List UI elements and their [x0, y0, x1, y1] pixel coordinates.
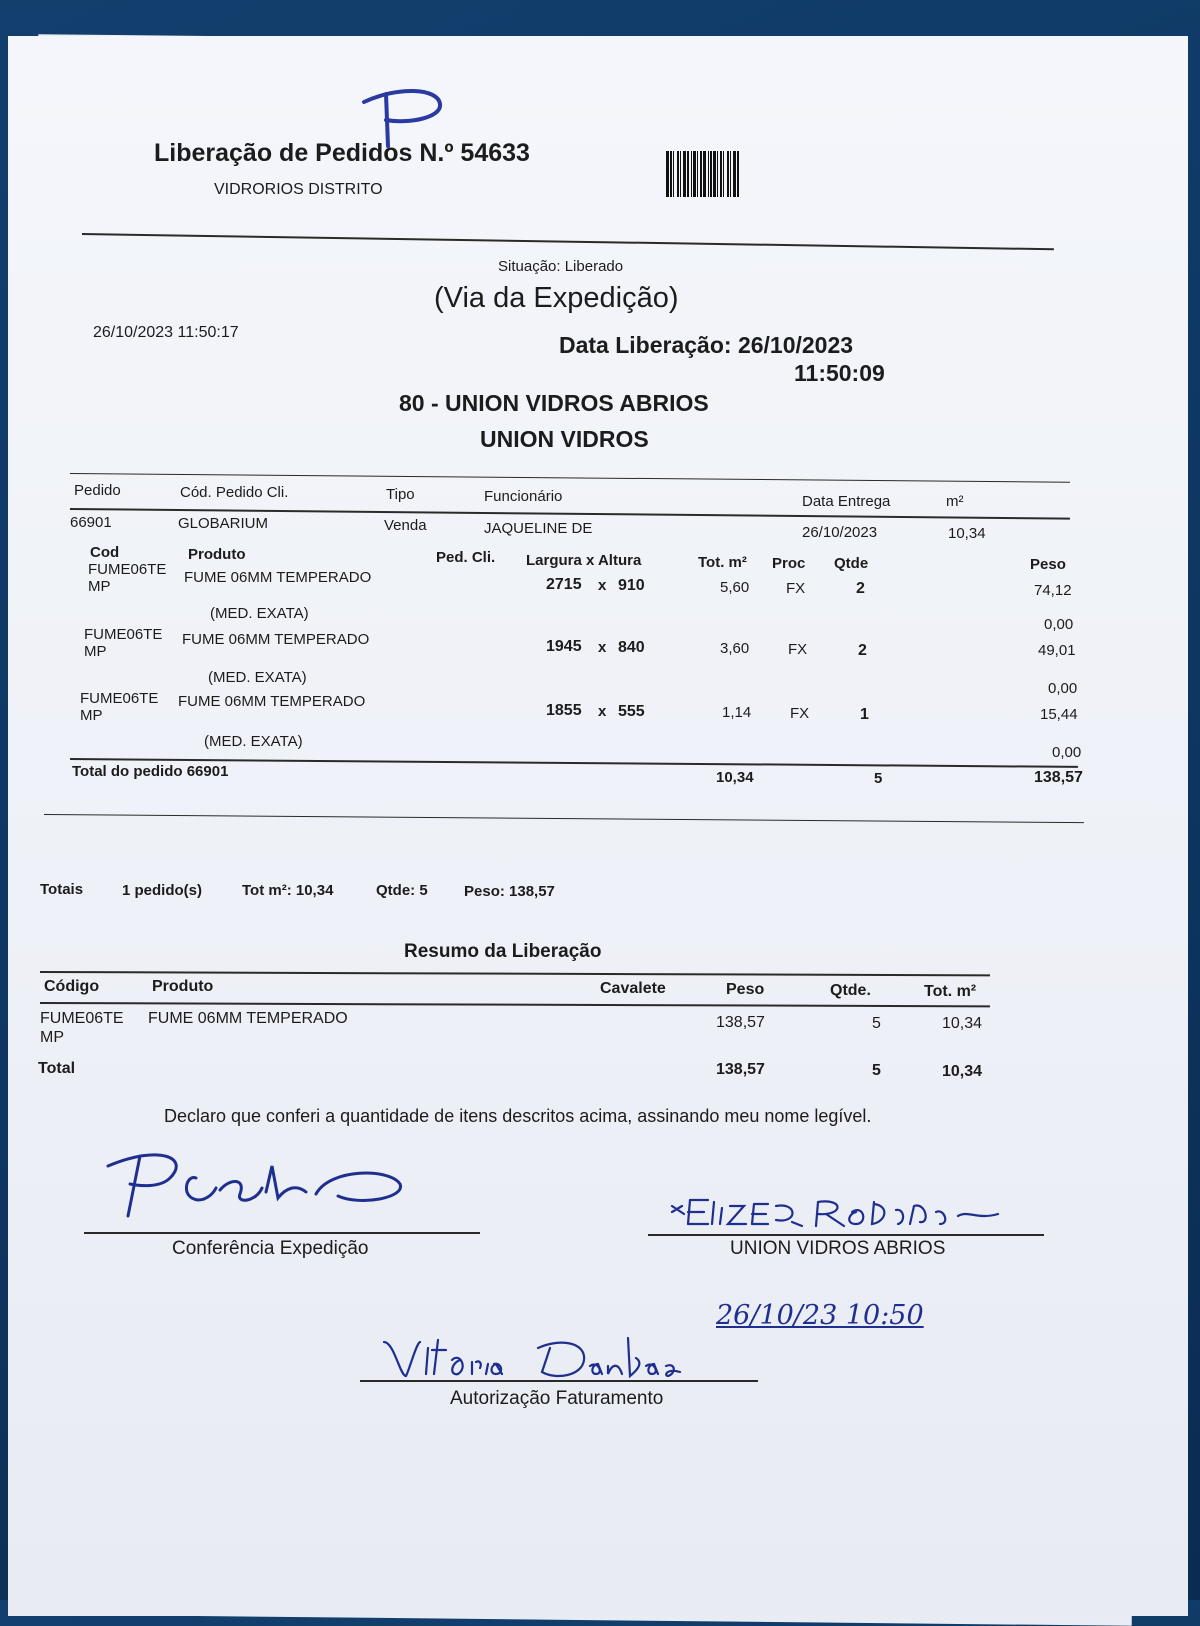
order-data-entrega-value: 26/10/2023: [802, 524, 878, 541]
autorizacao-label: Autorização Faturamento: [450, 1388, 664, 1409]
item-3-x: x: [598, 703, 607, 720]
order-pedido-value: 66901: [70, 514, 112, 531]
order-total-label: Total do pedido 66901: [72, 763, 229, 780]
resumo-col-tot-m2: Tot. m²: [924, 983, 977, 1000]
items-col-ped-cli: Ped. Cli.: [436, 549, 496, 566]
item-1-peso-obs: 0,00: [1044, 616, 1074, 633]
resumo-header-rule: [40, 1002, 990, 1007]
resumo-title: Resumo da Liberação: [404, 941, 602, 962]
client-line-2: UNION VIDROS: [480, 426, 649, 452]
resumo-col-cavalete: Cavalete: [600, 980, 666, 997]
header-divider: [82, 233, 1054, 250]
order-total-m2: 10,34: [716, 769, 754, 786]
item-2-produto: FUME 06MM TEMPERADO: [182, 631, 370, 648]
data-liberacao: Data Liberação: 26/10/2023: [559, 332, 854, 358]
item-2-x: x: [598, 639, 607, 656]
items-col-cod: Cod: [90, 544, 120, 561]
item-3-largura: 1855: [546, 702, 582, 719]
totais-m2: Tot m²: 10,34: [242, 882, 334, 899]
client-line-1: 80 - UNION VIDROS ABRIOS: [399, 390, 709, 416]
item-3-cod-suffix: MP: [80, 707, 103, 724]
order-col-pedido: Pedido: [74, 482, 121, 499]
autorizacao-signature: [380, 1308, 690, 1388]
document-title: Liberação de Pedidos N.º 54633: [154, 139, 530, 167]
conferencia-label: Conferência Expedição: [172, 1238, 369, 1259]
items-col-proc: Proc: [772, 555, 806, 572]
order-funcionario-value: JAQUELINE DE: [484, 520, 593, 537]
resumo-col-peso: Peso: [726, 981, 765, 998]
order-tipo-value: Venda: [384, 517, 427, 534]
item-3-cod: FUME06TE: [80, 690, 159, 707]
item-1-altura: 910: [618, 577, 645, 594]
item-3-qtde: 1: [860, 706, 869, 723]
resumo-total-qtde: 5: [872, 1062, 881, 1079]
items-col-tot-m2: Tot. m²: [698, 554, 747, 571]
via-label: (Via da Expedição): [434, 282, 679, 314]
order-col-cod-cli: Cód. Pedido Cli.: [180, 484, 289, 501]
order-col-funcionario: Funcionário: [484, 488, 563, 505]
item-3-altura: 555: [618, 703, 645, 720]
order-total-qtde: 5: [874, 770, 883, 787]
items-col-qtde: Qtde: [834, 555, 869, 572]
client-signature: [668, 1192, 1008, 1232]
resumo-total-label: Total: [38, 1060, 76, 1077]
order-col-tipo: Tipo: [386, 486, 415, 503]
totais-qtde: Qtde: 5: [376, 882, 428, 899]
resumo-col-codigo: Código: [44, 978, 100, 995]
order-cod-cli-value: GLOBARIUM: [178, 515, 269, 532]
printed-at: 26/10/2023 11:50:17: [93, 324, 239, 341]
item-3-tot-m2: 1,14: [722, 704, 752, 721]
resumo-total-peso: 138,57: [716, 1061, 765, 1078]
resumo-row-qtde: 5: [872, 1015, 881, 1032]
resumo-total-tot-m2: 10,34: [942, 1063, 983, 1080]
item-2-cod: FUME06TE: [84, 626, 163, 643]
item-3-peso-obs: 0,00: [1052, 744, 1082, 761]
autorizacao-line: [360, 1380, 758, 1382]
item-1-peso: 74,12: [1034, 582, 1072, 599]
barcode-icon: [666, 151, 838, 197]
handwritten-datetime: 26/10/23 10:50: [716, 1300, 924, 1331]
resumo-row-produto: FUME 06MM TEMPERADO: [148, 1010, 348, 1027]
item-2-obs: (MED. EXATA): [208, 669, 307, 686]
item-1-proc: FX: [786, 580, 806, 597]
items-col-peso: Peso: [1030, 556, 1066, 573]
conferencia-signature: [100, 1148, 430, 1218]
resumo-col-produto: Produto: [152, 978, 214, 995]
document-sheet: [8, 36, 1188, 1616]
item-1-cod-suffix: MP: [88, 578, 111, 595]
order-m2-value: 10,34: [948, 525, 986, 542]
item-2-tot-m2: 3,60: [720, 640, 750, 657]
item-1-obs: (MED. EXATA): [210, 605, 309, 622]
resumo-col-qtde: Qtde.: [830, 982, 871, 999]
item-2-peso: 49,01: [1038, 642, 1076, 659]
item-2-qtde: 2: [858, 642, 867, 659]
items-col-dims: Largura x Altura: [526, 552, 642, 569]
situacao-label: Situação: Liberado: [498, 258, 624, 275]
resumo-row-codigo-suffix: MP: [40, 1029, 64, 1046]
item-2-proc: FX: [788, 641, 808, 658]
item-1-largura: 2715: [546, 576, 582, 593]
totais-label: Totais: [40, 881, 84, 898]
item-2-peso-obs: 0,00: [1048, 680, 1078, 697]
hora-liberacao: 11:50:09: [794, 360, 885, 386]
order-col-data-entrega: Data Entrega: [802, 493, 891, 510]
totais-pedidos: 1 pedido(s): [122, 882, 203, 899]
resumo-row-peso: 138,57: [716, 1014, 765, 1031]
item-2-largura: 1945: [546, 638, 582, 655]
declaration-text: Declaro que conferi a quantidade de itens descritos acima, assinando meu nome legível.: [164, 1106, 872, 1126]
item-1-tot-m2: 5,60: [720, 579, 750, 596]
item-3-proc: FX: [790, 705, 810, 722]
item-1-cod: FUME06TE: [88, 561, 167, 578]
conferencia-line: [84, 1232, 480, 1234]
resumo-top-rule: [40, 971, 990, 976]
item-1-x: x: [598, 577, 607, 594]
item-2-cod-suffix: MP: [84, 643, 107, 660]
item-1-qtde: 2: [856, 580, 865, 597]
order-total-peso: 138,57: [1034, 769, 1083, 786]
item-2-altura: 840: [618, 639, 645, 656]
item-3-produto: FUME 06MM TEMPERADO: [178, 693, 366, 710]
totais-peso: Peso: 138,57: [464, 883, 555, 900]
item-1-produto: FUME 06MM TEMPERADO: [184, 569, 372, 586]
resumo-row-codigo: FUME06TE: [40, 1010, 124, 1027]
item-3-peso: 15,44: [1040, 706, 1078, 723]
resumo-row-tot-m2: 10,34: [942, 1015, 983, 1032]
items-col-produto: Produto: [188, 546, 246, 563]
company-name: VIDRORIOS DISTRITO: [214, 181, 383, 198]
item-3-obs: (MED. EXATA): [204, 733, 303, 750]
client-line: [648, 1234, 1044, 1236]
order-table-top-rule: [70, 473, 1070, 483]
section-divider: [44, 814, 1084, 823]
order-col-m2: m²: [946, 493, 964, 510]
client-label: UNION VIDROS ABRIOS: [730, 1238, 946, 1259]
